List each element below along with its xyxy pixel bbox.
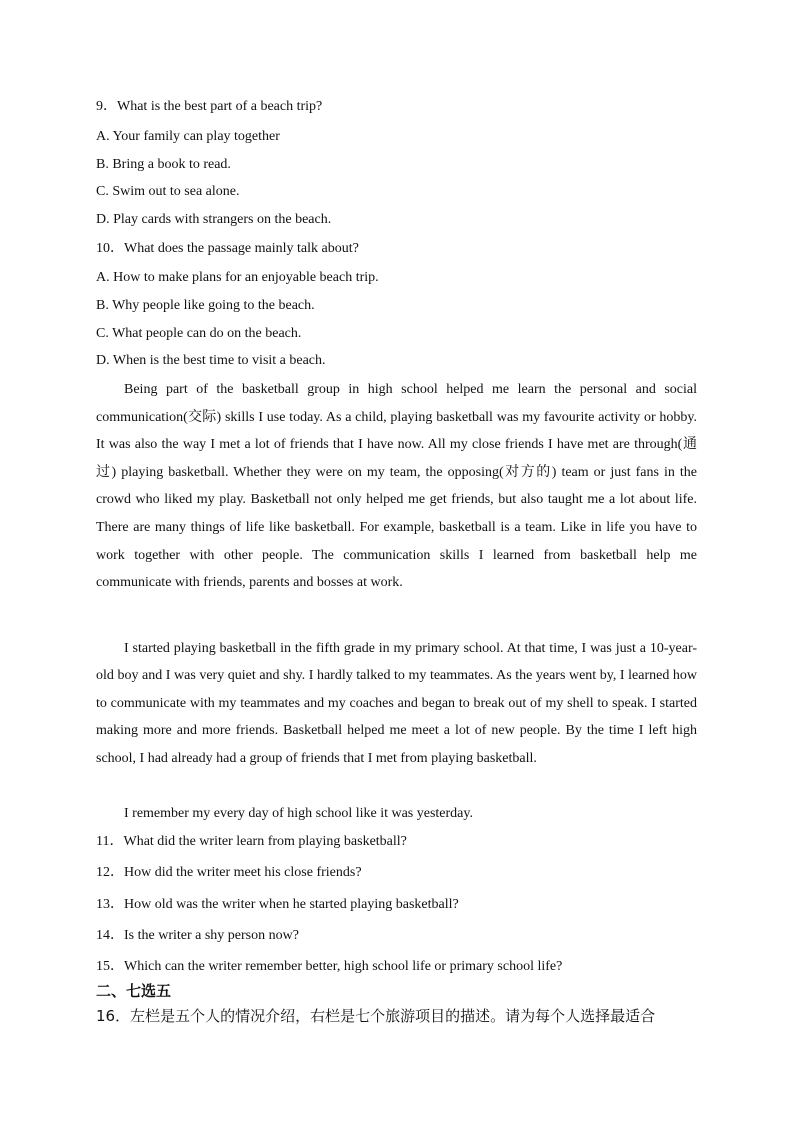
q10-option-d: D. When is the best time to visit a beach. (96, 353, 326, 368)
q9-option-c: C. Swim out to sea alone. (96, 184, 240, 199)
q10-option-b: B. Why people like going to the beach. (96, 298, 315, 313)
q10-option-a: A. How to make plans for an enjoyable beach trip. (96, 270, 379, 285)
passage-paragraph-2: I started playing basketball in the fifth grade in my primary school. At that time, I was just a 10-year-old boy and I was very quiet and shy. I hardly talked to my teammates. As the years went by, I learned how to communicate with my teammates and my coaches and began to break out of my shell to speak. I started making more and more friends. Basketball helped me meet a lot of new people. By the time I left high school, I had already had a group of friends that I met from playing basketball. (96, 641, 697, 766)
question-12: 12．How did the writer meet his close friends? (96, 865, 362, 880)
question-13: 13．How old was the writer when he started playing basketball? (96, 897, 459, 912)
question-10: 10．What does the passage mainly talk about? (96, 241, 359, 256)
question-15: 15．Which can the writer remember better, high school life or primary school life? (96, 959, 563, 974)
question-14: 14．Is the writer a shy person now? (96, 928, 299, 943)
passage-paragraph-1: Being part of the basketball group in high school helped me learn the personal and social communication(交际) skills I use today. As a child, playing basketball was my favourite activity or hobby. It was also the way I met a lot of friends that I have now. All my close friends I have met are through(通过) playing basketball. Whether they were on my team, the opposing(对方的) team or just fans in the crowd who liked my play. Basketball not only helped me get friends, but also taught me a lot about life. There are many things of life like basketball. For example, basketball is a team. Like in life you have to work together with other people. The communication skills I learned from basketball help me communicate with friends, parents and bosses at work. (96, 382, 697, 591)
question-11: 11．What did the writer learn from playing basketball? (96, 834, 407, 849)
question-16: 16．左栏是五个人的情况介绍，右栏是七个旅游项目的描述。请为每个人选择最适合 (96, 1007, 656, 1025)
passage-paragraph-3: I remember my every day of high school like it was yesterday. (124, 806, 473, 821)
q9-option-d: D. Play cards with strangers on the beach. (96, 212, 332, 227)
q10-option-c: C. What people can do on the beach. (96, 326, 302, 341)
question-9: 9．What is the best part of a beach trip? (96, 99, 323, 114)
q9-option-a: A. Your family can play together (96, 129, 280, 144)
q9-option-b: B. Bring a book to read. (96, 157, 231, 172)
section-title: 二、七选五 (96, 982, 172, 1000)
